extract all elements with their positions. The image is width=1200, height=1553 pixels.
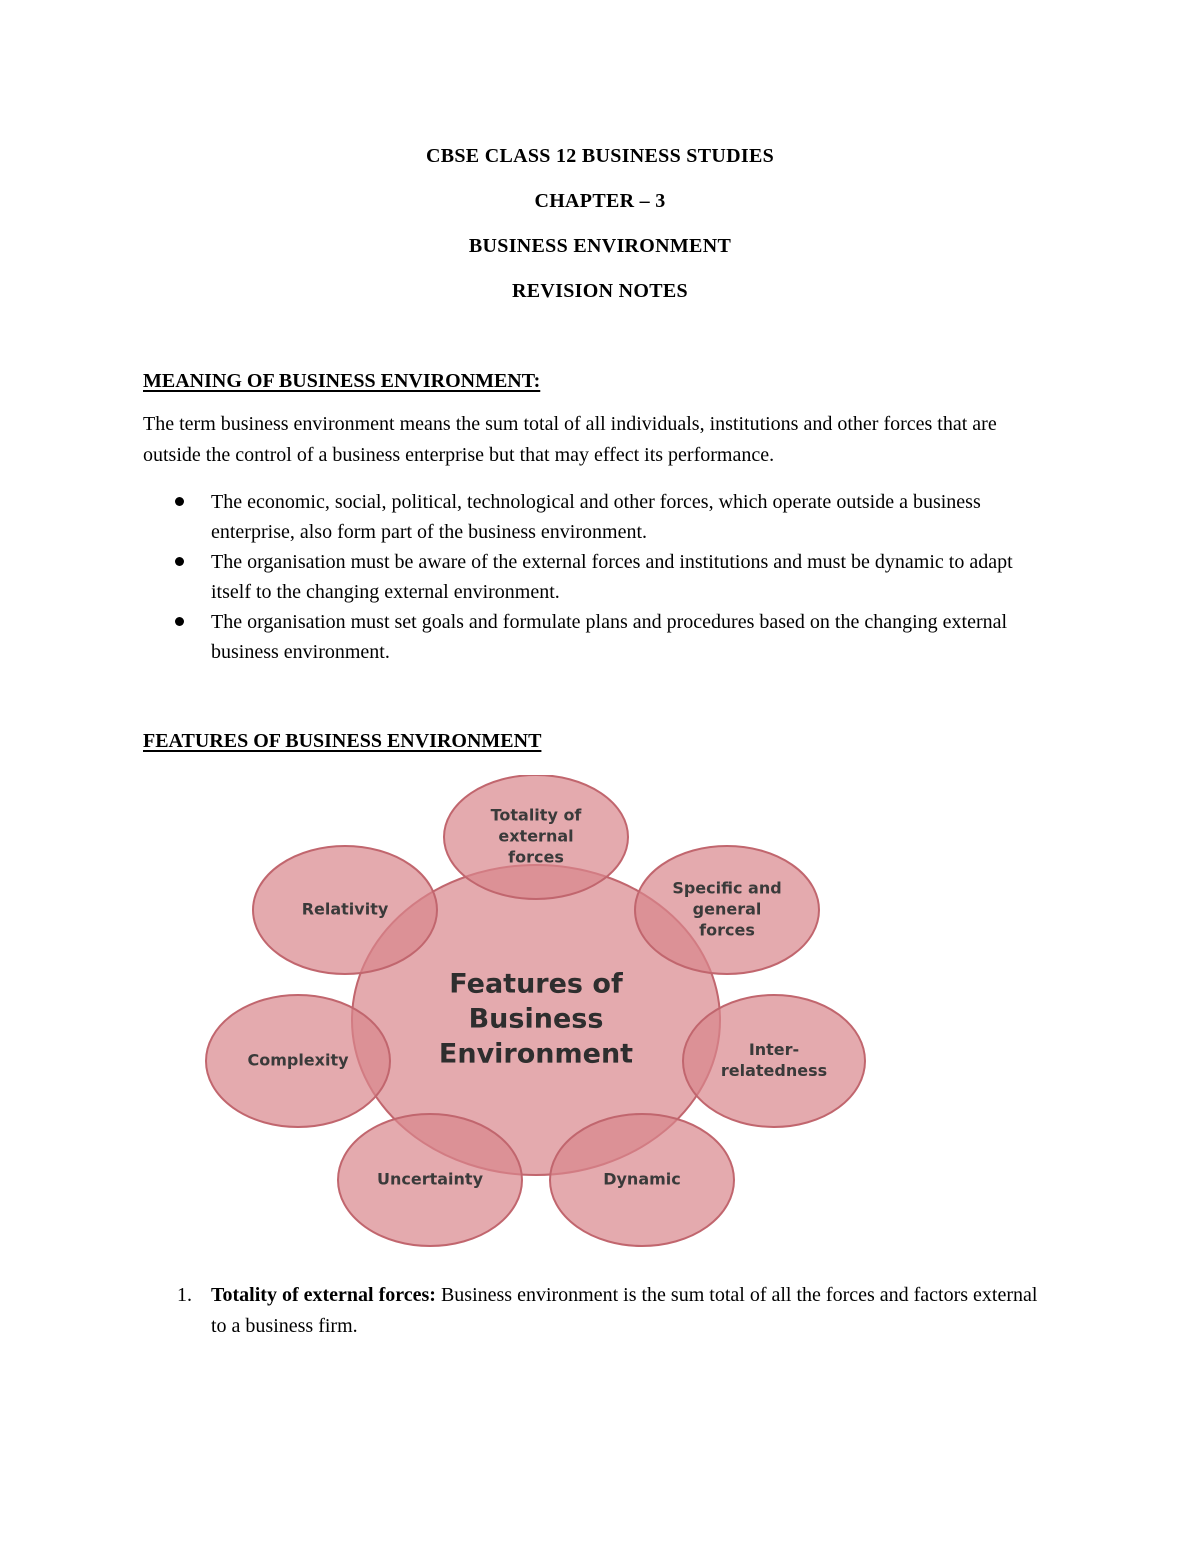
meaning-paragraph: The term business environment means the sum total of all individuals, institutions and other forces that are outside the control of a business enterprise but that may effect its performance. (143, 413, 997, 466)
center-label: Features of Business Environment (438, 968, 634, 1070)
bullet-icon (175, 617, 184, 626)
bullet-text: The organisation must be aware of the external forces and institutions and must be dynamic to adapt itself to the changing external environment. (211, 551, 1013, 603)
list-item (143, 487, 1043, 547)
bullet-icon (175, 557, 184, 566)
chapter-title: BUSINESS ENVIRONMENT (468, 235, 732, 257)
features-heading: FEATURES OF BUSINESS ENVIRONMENT (143, 730, 542, 752)
feature-label: Dynamic (603, 1169, 681, 1189)
bullet-icon (175, 497, 184, 506)
chapter-number: CHAPTER – 3 (534, 190, 666, 212)
list-item (143, 607, 1043, 667)
item-text: Business environment is the sum total of all the forces and factors external to a business firm. (211, 1284, 1038, 1337)
feature-label: Inter-relatedness (720, 1040, 828, 1080)
feature-label: Uncertainty (376, 1169, 484, 1189)
meaning-heading: MEANING OF BUSINESS ENVIRONMENT: (143, 370, 541, 392)
list-item (143, 547, 1043, 607)
feature-label: Relativity (301, 899, 389, 919)
feature-label: Specific and general forces (672, 878, 782, 940)
bullet-text: The organisation must set goals and formulate plans and procedures based on the changing external business environment. (211, 611, 1008, 663)
item-term: Totality of external forces: (211, 1284, 436, 1306)
document-title: CBSE CLASS 12 BUSINESS STUDIES (425, 145, 775, 167)
features-diagram (200, 775, 880, 1265)
bullet-text: The economic, social, political, technological and other forces, which operate outside a business enterprise, also form part of the business environment. (211, 491, 981, 543)
notes-label: REVISION NOTES (512, 280, 688, 302)
feature-label: Totality of external forces (490, 805, 582, 867)
feature-label: Complexity (247, 1050, 349, 1070)
item-number: 1. (177, 1284, 192, 1306)
meaning-bullet-list (143, 487, 1043, 667)
feature-item-1 (143, 1280, 1043, 1342)
